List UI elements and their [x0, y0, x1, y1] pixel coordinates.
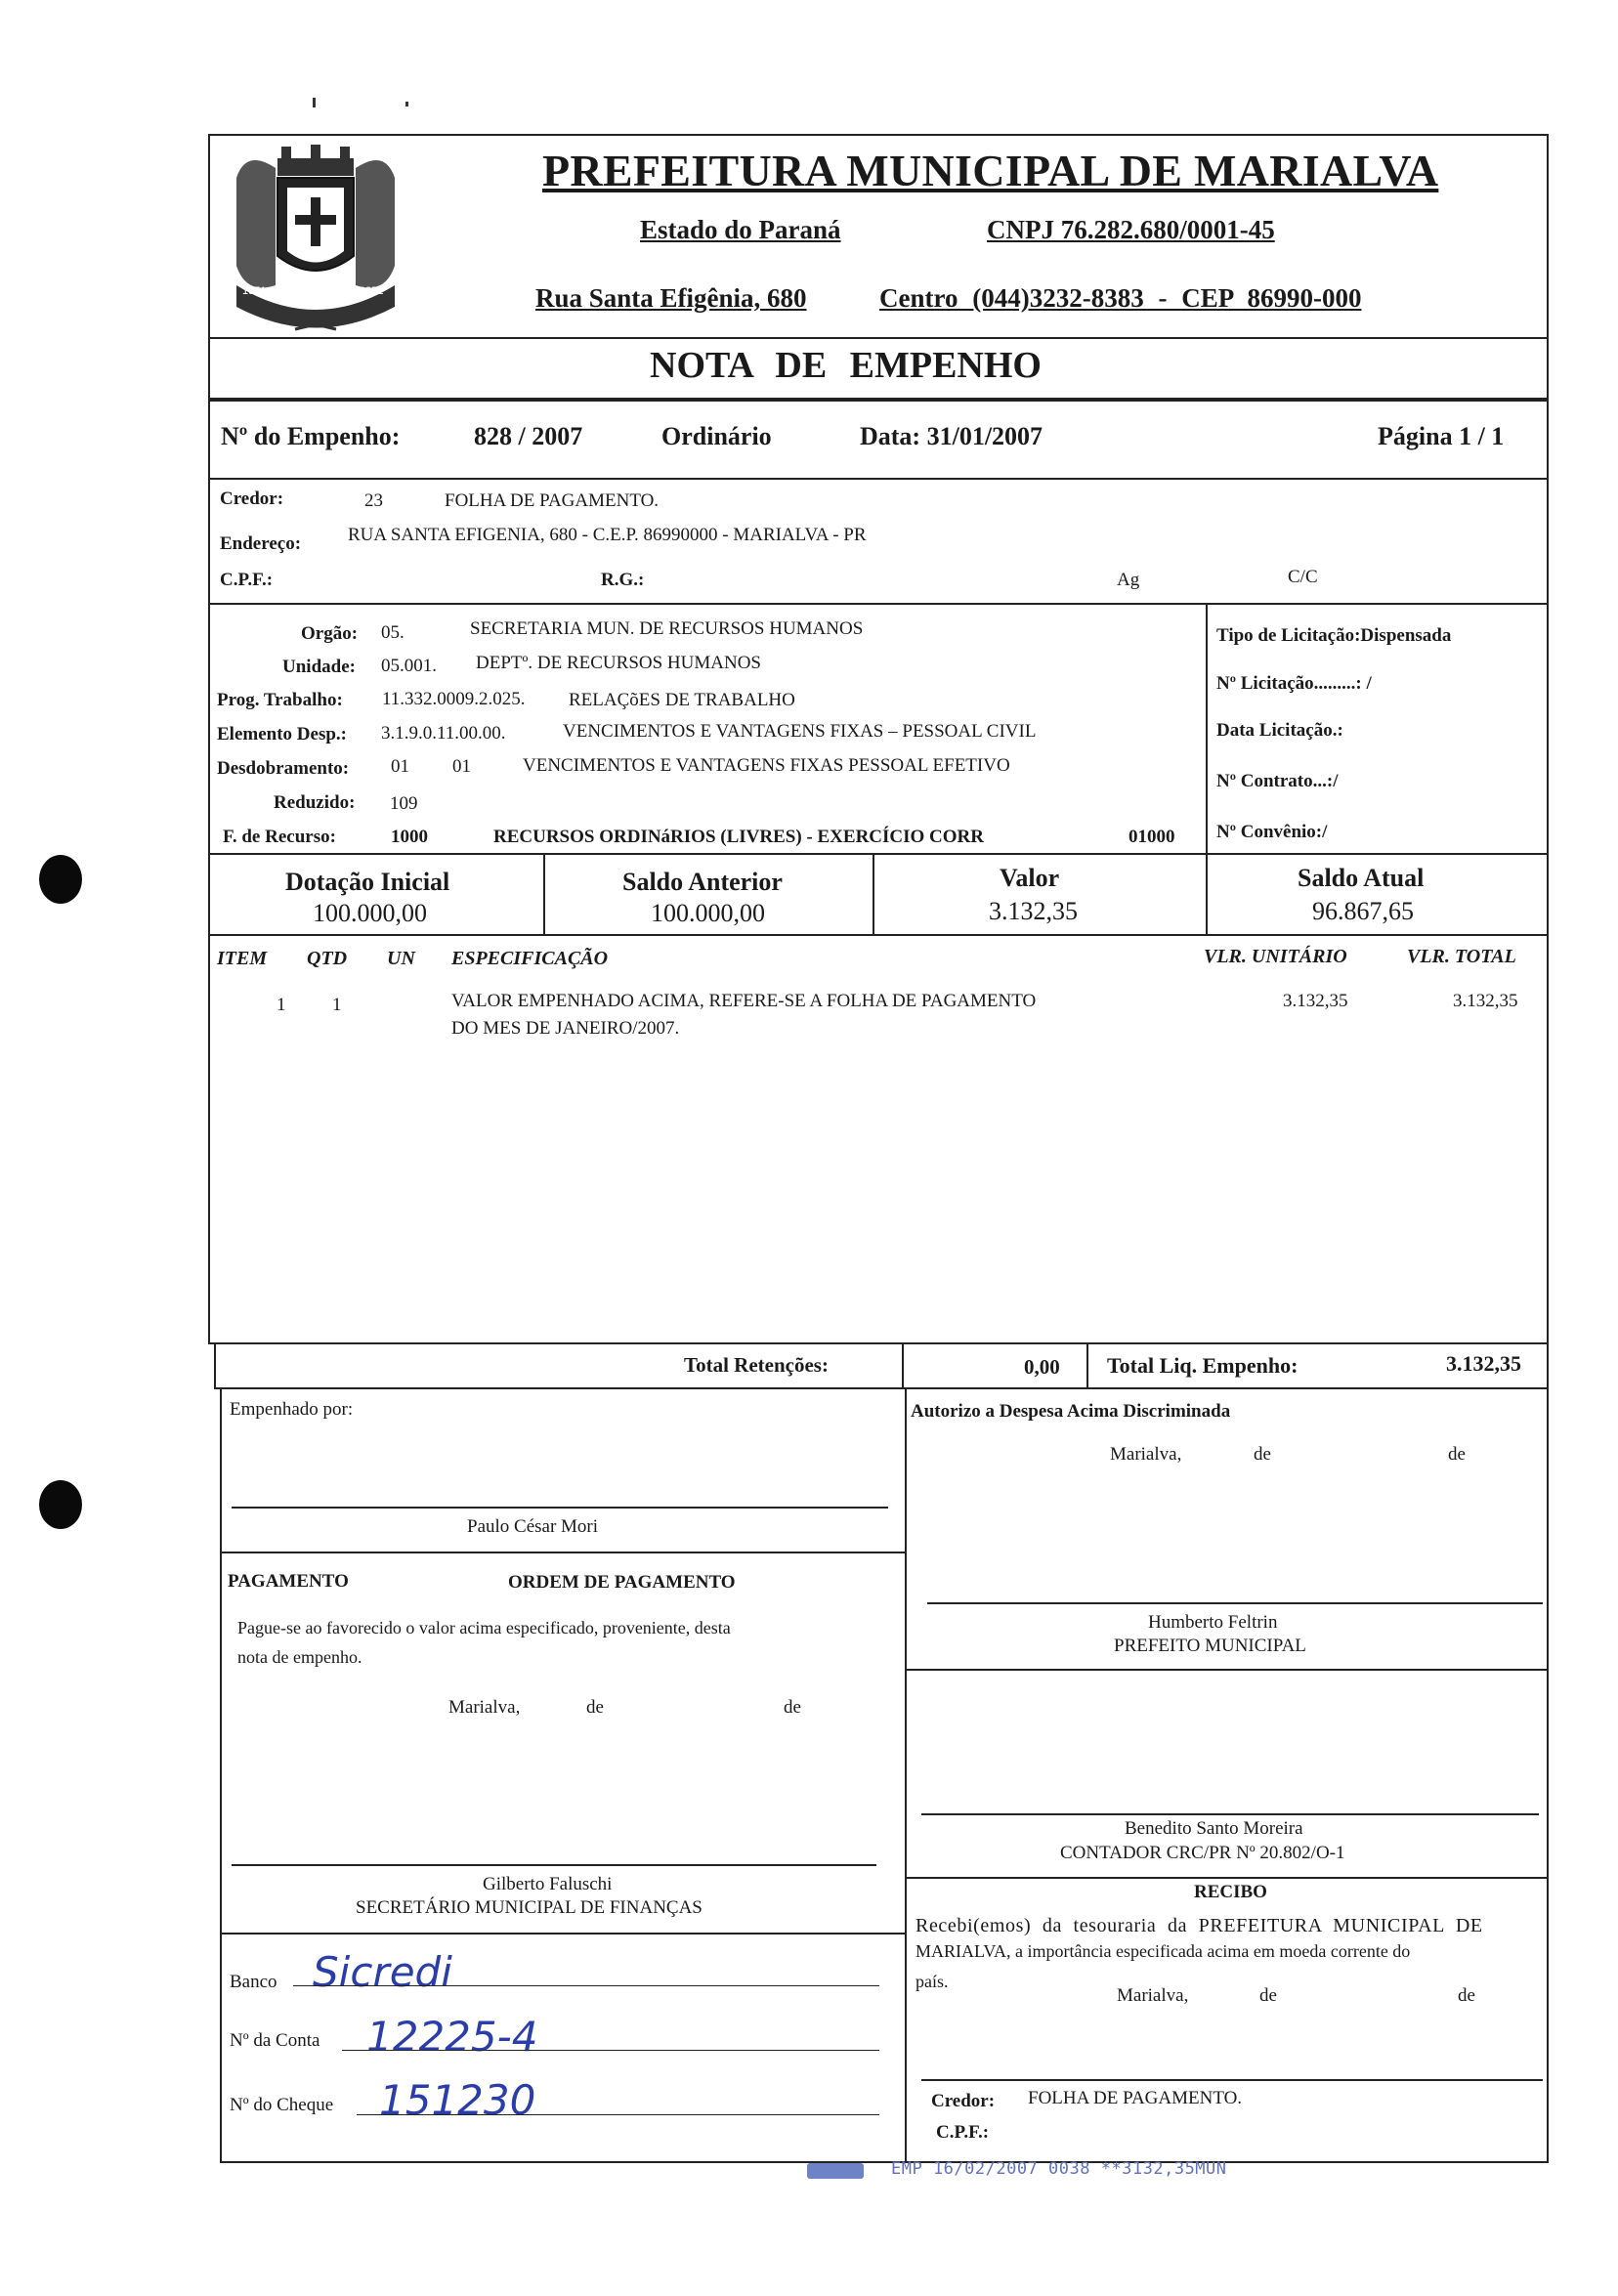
pagamento-de-1: de [586, 1697, 604, 1718]
saldo-anterior-label: Saldo Anterior [622, 868, 783, 896]
banco-line [293, 1985, 879, 1986]
col-header-vlr-total: VLR. TOTAL [1407, 946, 1516, 967]
page-title: PREFEITURA MUNICIPAL DE MARIALVA [542, 146, 1439, 195]
ag-label: Ag [1117, 570, 1140, 590]
autorizo-de-2: de [1448, 1444, 1466, 1465]
municipal-seal [217, 139, 414, 334]
contador-title: CONTADOR CRC/PR Nº 20.802/O-1 [1060, 1843, 1345, 1863]
summary-row-box [214, 1342, 1549, 1389]
dotacao-value: 100.000,00 [313, 899, 427, 927]
prefeito-bottom-line [905, 1669, 1549, 1671]
saldo-atual-value: 96.867,65 [1312, 897, 1414, 925]
item-total-value: 3.132,35 [1453, 991, 1518, 1011]
recibo-signature-line [921, 2079, 1543, 2081]
desdobramento-name: VENCIMENTOS E VANTAGENS FIXAS PESSOAL EFETIVO [523, 755, 1010, 776]
doc-title: NOTA DE EMPENHO [650, 345, 1042, 386]
punch-hole-bottom [39, 1480, 82, 1529]
prog-label: Prog. Trabalho: [217, 690, 343, 710]
dotacao-label: Dotação Inicial [285, 868, 450, 896]
pagamento-place: Marialva, [448, 1697, 521, 1718]
liquido-value: 3.132,35 [1446, 1351, 1521, 1376]
unidade-name: DEPTº. DE RECURSOS HUMANOS [476, 653, 761, 673]
secretario-title: SECRETÁRIO MUNICIPAL DE FINANÇAS [356, 1897, 703, 1918]
rg-label: R.G.: [601, 570, 645, 590]
contador-name: Benedito Santo Moreira [1125, 1818, 1303, 1839]
autorizo-de-1: de [1254, 1444, 1271, 1465]
item-description-line1: VALOR EMPENHADO ACIMA, REFERE-SE A FOLHA DE PAGAMENTO [451, 991, 1037, 1011]
empenhado-signer: Paulo César Mori [467, 1516, 599, 1537]
item-unit-value: 3.132,35 [1283, 991, 1348, 1011]
item-qtd: 1 [332, 995, 342, 1015]
empenhado-label: Empenhado por: [230, 1399, 354, 1420]
col-header-un: UN [387, 948, 415, 969]
col-header-item: ITEM [217, 948, 268, 969]
retencoes-value: 0,00 [1024, 1355, 1060, 1379]
valor-label: Valor [1000, 864, 1060, 892]
empenho-number: 828 / 2007 [474, 422, 583, 450]
secretario-signature-line [232, 1864, 876, 1866]
contador-bottom-line [905, 1877, 1549, 1879]
recibo-place: Marialva, [1117, 1985, 1189, 2006]
retencoes-label: Total Retenções: [684, 1353, 829, 1377]
prog-name: RELAÇõES DE TRABALHO [569, 690, 795, 710]
conta-handwritten: 12225-4 [366, 2013, 538, 2061]
elemento-code: 3.1.9.0.11.00.00. [381, 723, 506, 744]
recibo-de-2: de [1458, 1985, 1475, 2006]
recurso-label: F. de Recurso: [223, 827, 336, 847]
item-description-line2: DO MES DE JANEIRO/2007. [451, 1018, 680, 1039]
recurso-number: 01000 [1128, 827, 1175, 847]
liquido-label: Total Liq. Empenho: [1107, 1353, 1299, 1378]
prefeito-signature-line [927, 1602, 1543, 1604]
endereco-label: Endereço: [220, 533, 302, 554]
unidade-label: Unidade: [282, 657, 356, 677]
totals-divider-1 [543, 853, 545, 936]
cheque-handwritten: 151230 [379, 2076, 536, 2124]
recibo-credor-label: Credor: [931, 2091, 996, 2111]
lower-middle-divider [905, 1387, 907, 2163]
contador-signature-line [921, 1813, 1539, 1815]
punch-hole-top [39, 855, 82, 904]
saldo-anterior-value: 100.000,00 [651, 899, 765, 927]
item-number: 1 [277, 995, 286, 1015]
banco-label: Banco [230, 1972, 277, 1992]
elemento-name: VENCIMENTOS E VANTAGENS FIXAS – PESSOAL CIVIL [563, 721, 1037, 742]
banco-handwritten: Sicredi [313, 1948, 452, 1996]
recibo-title: RECIBO [1194, 1882, 1267, 1902]
credor-name: FOLHA DE PAGAMENTO. [445, 490, 660, 511]
empenhado-bottom-line [220, 1552, 905, 1553]
pagamento-de-2: de [784, 1697, 801, 1718]
recibo-text-line2: MARIALVA, a importância especificada acima em moeda corrente do [915, 1941, 1411, 1961]
recibo-text-line3: país. [915, 1972, 949, 1991]
pagamento-text-line2: nota de empenho. [237, 1647, 362, 1667]
valor-value: 3.132,35 [989, 897, 1078, 925]
conta-label: Nº da Conta [230, 2030, 320, 2051]
saldo-atual-label: Saldo Atual [1298, 864, 1425, 892]
convenio-number: Nº Convênio:/ [1216, 822, 1328, 842]
empenho-date: Data: 31/01/2007 [860, 422, 1043, 450]
orgao-name: SECRETARIA MUN. DE RECURSOS HUMANOS [470, 618, 864, 639]
summary-divider-1 [902, 1342, 904, 1389]
state-label: Estado do Paraná [640, 215, 841, 244]
summary-divider-2 [1086, 1342, 1088, 1389]
credor-address: RUA SANTA EFIGENIA, 680 - C.E.P. 86990000 - MARIALVA - PR [348, 525, 867, 545]
empenho-number-label: Nº do Empenho: [221, 422, 401, 450]
pagamento-label: PAGAMENTO [228, 1571, 349, 1592]
secretario-name: Gilberto Faluschi [483, 1874, 613, 1894]
seal-year-left: 1951 [242, 285, 267, 297]
recurso-code: 1000 [391, 827, 428, 847]
orgao-label: Orgão: [301, 623, 359, 644]
seal-year-right: 1952 [360, 285, 384, 297]
scan-mark [313, 98, 316, 107]
budget-divider [1206, 603, 1208, 855]
autorizo-label: Autorizo a Despesa Acima Discriminada [911, 1401, 1231, 1422]
recibo-text-line1: Recebi(emos) da tesouraria da PREFEITURA MUNICIPAL DE [915, 1915, 1483, 1936]
desdobramento-a: 01 [391, 756, 409, 777]
empenhado-signature-line [232, 1507, 888, 1509]
conta-line [342, 2050, 879, 2051]
recibo-de-1: de [1259, 1985, 1277, 2006]
col-header-especificacao: ESPECIFICAÇÃO [451, 948, 609, 969]
reduzido-label: Reduzido: [274, 792, 356, 813]
totals-divider-3 [1206, 853, 1208, 936]
licitacao-tipo: Tipo de Licitação:Dispensada [1216, 625, 1452, 646]
credor-label: Credor: [220, 489, 284, 509]
cpf-label: C.P.F.: [220, 570, 274, 590]
address-rest-label: Centro (044)3232-8383 - CEP 86990-000 [879, 283, 1362, 313]
page-indicator: Página 1 / 1 [1378, 422, 1505, 450]
processing-stamp-logo [807, 2163, 864, 2179]
col-header-vlr-unitario: VLR. UNITÁRIO [1204, 946, 1347, 967]
unidade-code: 05.001. [381, 656, 437, 676]
street-label: Rua Santa Efigênia, 680 [535, 283, 807, 313]
totals-divider-2 [873, 853, 874, 936]
licitacao-numero: Nº Licitação.........: / [1216, 673, 1372, 694]
col-header-qtd: QTD [307, 948, 348, 969]
cnpj-label: CNPJ 76.282.680/0001-45 [987, 215, 1275, 244]
licitacao-data: Data Licitação.: [1216, 720, 1343, 741]
reduzido-value: 109 [390, 793, 418, 814]
desdobramento-label: Desdobramento: [217, 758, 350, 779]
recurso-name: RECURSOS ORDINáRIOS (LIVRES) - EXERCÍCIO CORR [493, 827, 984, 847]
prefeito-title: PREFEITO MUNICIPAL [1114, 1636, 1306, 1656]
autorizo-place: Marialva, [1110, 1444, 1182, 1465]
cheque-line [357, 2114, 879, 2115]
header-divider [208, 337, 1549, 339]
prefeito-name: Humberto Feltrin [1148, 1612, 1278, 1633]
desdobramento-b: 01 [452, 756, 471, 777]
elemento-label: Elemento Desp.: [217, 724, 347, 744]
processing-stamp: EMP 16/02/2007 0038 **3132,35MUN [891, 2159, 1227, 2179]
orgao-code: 05. [381, 622, 404, 643]
prog-code: 11.332.0009.2.025. [382, 689, 526, 709]
empenho-type: Ordinário [661, 422, 772, 450]
recibo-credor-value: FOLHA DE PAGAMENTO. [1028, 2088, 1243, 2108]
secretario-bottom-line [220, 1933, 905, 1935]
scan-mark [405, 102, 408, 106]
cheque-label: Nº do Cheque [230, 2095, 334, 2115]
ordem-pagamento-label: ORDEM DE PAGAMENTO [508, 1572, 736, 1593]
credor-code: 23 [364, 490, 383, 511]
pagamento-text-line1: Pague-se ao favorecido o valor acima especificado, proveniente, desta [237, 1618, 731, 1637]
contrato-number: Nº Contrato...:/ [1216, 771, 1339, 791]
cc-label: C/C [1288, 567, 1318, 587]
recibo-cpf-label: C.P.F.: [936, 2122, 990, 2143]
seal-banner-text: MARIALVA [283, 293, 349, 308]
